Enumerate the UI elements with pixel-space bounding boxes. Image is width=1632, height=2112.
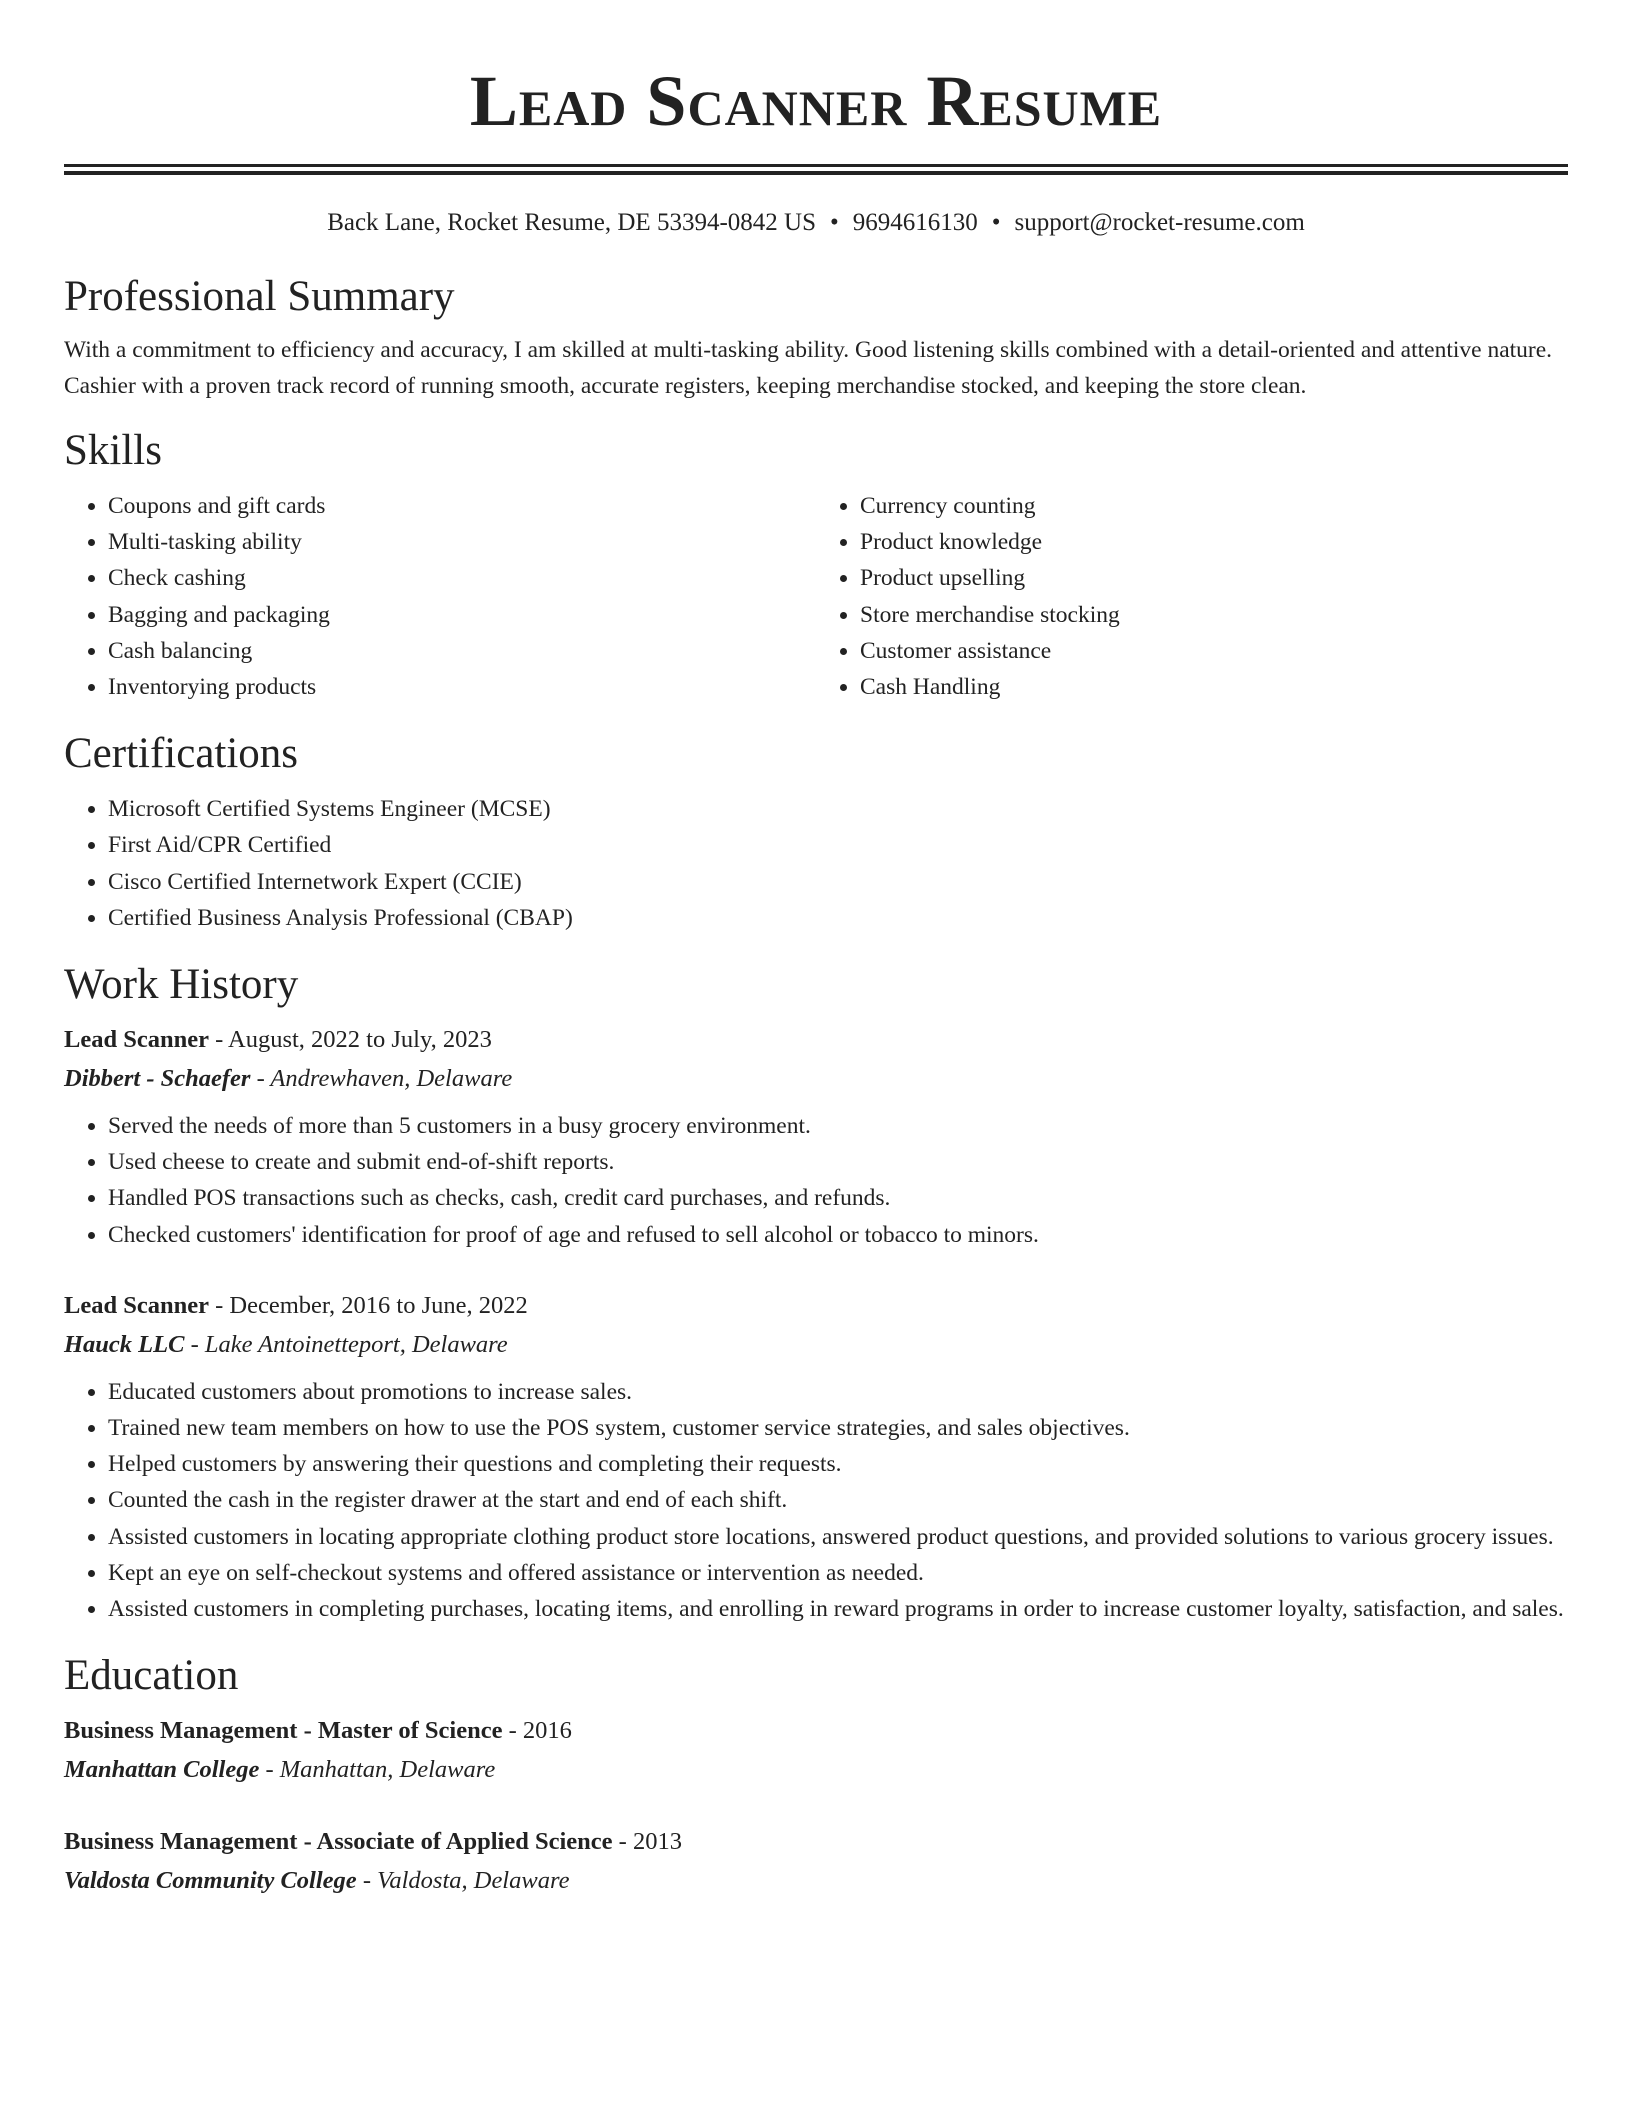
skill-item: • Cash balancing	[108, 633, 816, 669]
title-divider	[64, 164, 1568, 175]
skill-item: • Customer assistance	[860, 633, 1568, 669]
skills-heading: Skills	[64, 427, 162, 474]
job-entry	[64, 1020, 1568, 1253]
job-duty: • Counted the cash in the register drawer at the start and end of each shift.	[108, 1482, 1568, 1518]
certification-item: • Certified Business Analysis Professional (CBAP)	[108, 900, 1568, 936]
summary-text: With a commitment to efficiency and accuracy, I am skilled at multi-tasking ability. Good listening skills combined with a detail-oriented and attentive nature. Cashier with a proven track record of running smooth, accurate registers, keeping merchandise stocked, and keeping the store clean.	[64, 337, 1553, 399]
job-company: Dibbert - Schaefer	[64, 1065, 251, 1093]
job-title: Lead Scanner	[64, 1026, 209, 1054]
summary-section	[64, 272, 1568, 404]
school-name: Manhattan College	[64, 1756, 260, 1784]
job-company-line	[64, 1325, 1568, 1364]
education-heading: Education	[64, 1652, 239, 1700]
job-title-line	[64, 1286, 1568, 1325]
graduation-year: - 2016	[502, 1717, 572, 1745]
skill-item: • Cash Handling	[860, 669, 1568, 705]
school-location: - Valdosta, Delaware	[356, 1867, 570, 1895]
certifications-heading: Certifications	[64, 730, 299, 778]
skill-item: • Inventorying products	[108, 669, 816, 705]
contact-phone[interactable]: 9694616130	[852, 209, 978, 236]
skills-columns	[64, 488, 1568, 705]
job-dates: - August, 2022 to July, 2023	[208, 1026, 492, 1054]
certifications-list	[64, 791, 1568, 936]
certification-item: • First Aid/CPR Certified	[108, 827, 1568, 863]
education-section	[64, 1651, 1568, 1900]
degree: Business Management - Associate of Applied Science	[64, 1828, 613, 1856]
job-duty: • Assisted customers in locating appropriate clothing product store locations, answered product questions, and provided solutions to various grocery issues.	[108, 1519, 1568, 1555]
job-duties-list	[64, 1108, 1568, 1253]
job-duty: • Helped customers by answering their questions and completing their requests.	[108, 1446, 1568, 1482]
skill-item: • Check cashing	[108, 560, 816, 596]
job-company: Hauck LLC	[64, 1330, 185, 1358]
education-entry	[64, 1711, 1568, 1789]
skill-item: • Multi-tasking ability	[108, 524, 816, 560]
skill-item: • Currency counting	[860, 488, 1568, 524]
skills-right-list	[816, 488, 1568, 705]
contact-address: Back Lane, Rocket Resume, DE 53394-0842 US	[327, 209, 816, 236]
contact-email[interactable]: support@rocket-resume.com	[1014, 209, 1305, 236]
contact-separator: •	[829, 209, 839, 236]
job-duty: • Kept an eye on self-checkout systems and offered assistance or intervention as needed.	[108, 1555, 1568, 1591]
skill-item: • Product upselling	[860, 560, 1568, 596]
job-duty: • Served the needs of more than 5 customers in a busy grocery environment.	[108, 1108, 1568, 1144]
job-duties-list	[64, 1374, 1568, 1627]
summary-heading: Professional Summary	[64, 273, 455, 320]
job-duty: • Used cheese to create and submit end-of-shift reports.	[108, 1144, 1568, 1180]
job-title-line	[64, 1020, 1568, 1059]
job-location: - Andrewhaven, Delaware	[250, 1065, 513, 1093]
certifications-section	[64, 729, 1568, 936]
job-company-line	[64, 1059, 1568, 1098]
work-history-section	[64, 960, 1568, 1627]
degree-line	[64, 1711, 1568, 1750]
contact-separator: •	[991, 209, 1001, 236]
certification-item: • Microsoft Certified Systems Engineer (MCSE)	[108, 791, 1568, 827]
skills-section	[64, 426, 1568, 705]
resume-title: Lead Scanner Resume	[469, 61, 1163, 141]
job-entry	[64, 1286, 1568, 1627]
job-title: Lead Scanner	[64, 1291, 209, 1319]
school-location: - Manhattan, Delaware	[259, 1756, 496, 1784]
skills-left-list	[64, 488, 816, 705]
job-duty: • Assisted customers in completing purchases, locating items, and enrolling in reward programs in order to increase customer loyalty, satisfaction, and sales.	[108, 1591, 1568, 1627]
job-duty: • Checked customers' identification for proof of age and refused to sell alcohol or tobacco to minors.	[108, 1217, 1568, 1253]
graduation-year: - 2013	[612, 1828, 682, 1856]
contact-line	[64, 207, 1568, 239]
job-dates: - December, 2016 to June, 2022	[208, 1291, 528, 1319]
work-history-heading: Work History	[64, 961, 299, 1009]
job-duty: • Handled POS transactions such as checks, cash, credit card purchases, and refunds.	[108, 1180, 1568, 1216]
skill-item: • Bagging and packaging	[108, 597, 816, 633]
job-duty: • Trained new team members on how to use the POS system, customer service strategies, and sales objectives.	[108, 1410, 1568, 1446]
school-line	[64, 1861, 1568, 1900]
skill-item: • Coupons and gift cards	[108, 488, 816, 524]
job-location: - Lake Antoinetteport, Delaware	[184, 1330, 508, 1358]
education-entry	[64, 1822, 1568, 1900]
degree-line	[64, 1822, 1568, 1861]
certification-item: • Cisco Certified Internetwork Expert (CCIE)	[108, 864, 1568, 900]
degree: Business Management - Master of Science	[64, 1717, 503, 1745]
skill-item: • Product knowledge	[860, 524, 1568, 560]
school-line	[64, 1750, 1568, 1789]
school-name: Valdosta Community College	[64, 1867, 357, 1895]
job-duty: • Educated customers about promotions to increase sales.	[108, 1374, 1568, 1410]
skill-item: • Store merchandise stocking	[860, 597, 1568, 633]
